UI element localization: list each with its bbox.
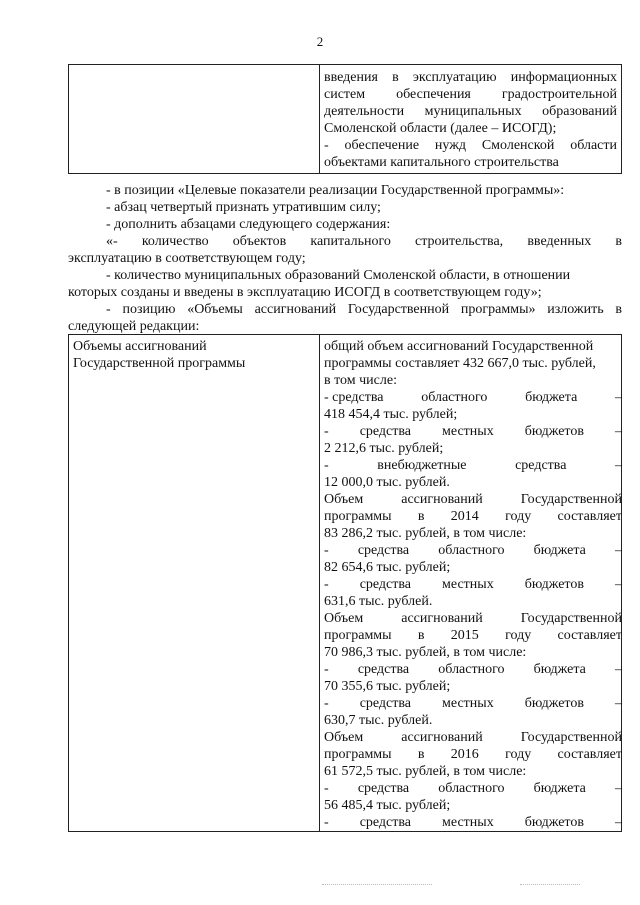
paragraph-line: эксплуатацию в соответствующем году; [68, 251, 306, 266]
funding-word: году [505, 509, 532, 524]
funding-word: – [614, 577, 622, 592]
funding-word: средства [359, 424, 412, 439]
funding-word: - [324, 543, 329, 558]
funding-word: бюджета [525, 390, 578, 405]
funding-word: ассигнований [401, 611, 483, 626]
funding-table-right-cell [320, 335, 622, 832]
funding-word: году [505, 628, 532, 643]
funding-word: в [417, 747, 425, 762]
paragraph-line: которых созданы и введены в эксплуатацию ИСОГД в соответствующем году»; [68, 285, 542, 300]
funding-word: средства [357, 781, 410, 796]
funding-word: – [614, 390, 622, 405]
funding-line: в том числе: [324, 373, 397, 388]
funding-table [68, 334, 622, 832]
paragraph-line: - дополнить абзацами следующего содержания: [106, 217, 391, 232]
funding-word: средства [357, 543, 410, 558]
funding-line [324, 661, 621, 678]
funding-word: программы [324, 628, 392, 643]
funding-word: бюджетов [524, 815, 584, 830]
funding-word: 2014 [450, 509, 479, 524]
funding-word: – [614, 781, 622, 796]
funding-line [324, 491, 621, 508]
funding-word: - [324, 662, 329, 677]
funding-word: составляет [557, 628, 622, 643]
top-table-line: деятельности муниципальных образований [324, 104, 617, 119]
funding-line: общий объем ассигнований Государственной [324, 339, 594, 354]
funding-line [324, 576, 621, 593]
funding-word: – [614, 815, 622, 830]
funding-word: средства [359, 815, 412, 830]
funding-word: - [324, 458, 329, 473]
funding-word: – [614, 424, 622, 439]
funding-word: Государственной [520, 611, 622, 626]
funding-line: 70 986,3 тыс. рублей, в том числе: [324, 645, 527, 660]
funding-word: бюджетов [524, 696, 584, 711]
funding-line [324, 389, 621, 406]
paragraph-line: - позицию «Объемы ассигнований Государственной программы» изложить в [106, 302, 622, 317]
scan-artifact [322, 884, 432, 886]
funding-word: составляет [557, 747, 622, 762]
funding-word: областного [438, 662, 505, 677]
funding-line: 56 485,4 тыс. рублей; [324, 798, 451, 813]
funding-word: в [417, 628, 425, 643]
funding-word: бюджета [533, 662, 586, 677]
funding-table-left-cell [69, 335, 320, 832]
funding-label-line: Государственной программы [73, 356, 246, 371]
funding-line: 630,7 тыс. рублей. [324, 713, 433, 728]
amendment-text [68, 182, 622, 335]
funding-line [324, 814, 621, 831]
funding-word: Объем [324, 730, 364, 745]
top-table-left-cell [69, 65, 320, 174]
funding-word: бюджетов [524, 424, 584, 439]
funding-line: 83 286,2 тыс. рублей, в том числе: [324, 526, 527, 541]
paragraph-line: - в позиции «Целевые показатели реализации Государственной программы»: [106, 183, 565, 198]
paragraph-line: «- количество объектов капитального строительства, введенных в [106, 234, 622, 249]
funding-word: внебюджетные [377, 458, 467, 473]
funding-word: областного [421, 390, 488, 405]
paragraph-line: - абзац четвертый признать утратившим силу; [106, 200, 381, 215]
page-number: 2 [316, 34, 324, 49]
paragraph-line: - количество муниципальных образований Смоленской области, в отношении [106, 268, 571, 283]
funding-line [324, 457, 621, 474]
funding-word: средства [359, 577, 412, 592]
funding-word: программы [324, 509, 392, 524]
top-table-right-cell [320, 65, 622, 174]
funding-line [324, 780, 621, 797]
top-table-line: Смоленской области (далее – ИСОГД); [324, 121, 557, 136]
funding-word: – [614, 543, 622, 558]
funding-line: 70 355,6 тыс. рублей; [324, 679, 451, 694]
funding-word: 2015 [450, 628, 479, 643]
funding-word: местных [442, 577, 494, 592]
funding-line [324, 695, 621, 712]
funding-line [324, 627, 621, 644]
top-table-line: объектами капитального строительства [324, 155, 559, 170]
scan-artifact [520, 884, 580, 886]
funding-word: году [505, 747, 532, 762]
funding-word: местных [442, 424, 494, 439]
funding-word: бюджета [533, 781, 586, 796]
funding-line [324, 423, 621, 440]
funding-word: областного [438, 781, 505, 796]
funding-word: программы [324, 747, 392, 762]
funding-line: 12 000,0 тыс. рублей. [324, 475, 450, 490]
funding-word: средства [515, 458, 567, 473]
funding-line [324, 746, 621, 763]
funding-line: 82 654,6 тыс. рублей; [324, 560, 451, 575]
funding-word: бюджетов [524, 577, 584, 592]
funding-word: Государственной [520, 492, 622, 507]
top-table-line: - обеспечение нужд Смоленской области [324, 138, 617, 153]
paragraph-line: следующей редакции: [68, 319, 200, 334]
funding-word: - [324, 577, 329, 592]
funding-word: - [324, 424, 329, 439]
funding-line: 631,6 тыс. рублей. [324, 594, 433, 609]
funding-line [324, 542, 621, 559]
funding-word: средства [357, 662, 410, 677]
top-table-line: систем обеспечения градостроительной [324, 87, 617, 102]
funding-line: 418 454,4 тыс. рублей; [324, 407, 458, 422]
funding-word: Объем [324, 492, 364, 507]
funding-word: 2016 [450, 747, 479, 762]
funding-word: ассигнований [401, 730, 483, 745]
funding-word: ассигнований [401, 492, 483, 507]
funding-line [324, 729, 621, 746]
funding-line [324, 610, 621, 627]
funding-line: программы составляет 432 667,0 тыс. рублей, [324, 356, 596, 371]
funding-line: 61 572,5 тыс. рублей, в том числе: [324, 764, 527, 779]
funding-word: – [614, 662, 622, 677]
funding-word: в [417, 509, 425, 524]
funding-word: – [614, 696, 622, 711]
funding-lines [324, 338, 621, 831]
funding-line [324, 508, 621, 525]
funding-word: местных [442, 696, 494, 711]
top-table-line: введения в эксплуатацию информационных [324, 70, 617, 85]
funding-word: средства [359, 696, 412, 711]
funding-word: областного [438, 543, 505, 558]
funding-word: бюджета [533, 543, 586, 558]
funding-word: составляет [557, 509, 622, 524]
funding-word: - [324, 815, 329, 830]
funding-word: - [324, 696, 329, 711]
funding-line: 2 212,6 тыс. рублей; [324, 441, 444, 456]
funding-word: местных [442, 815, 494, 830]
funding-label-line: Объемы ассигнований [73, 339, 207, 354]
funding-word: - средства [324, 390, 384, 405]
top-table [68, 64, 622, 174]
funding-word: - [324, 781, 329, 796]
funding-word: Государственной [520, 730, 622, 745]
funding-word: – [615, 458, 622, 473]
funding-word: Объем [324, 611, 364, 626]
